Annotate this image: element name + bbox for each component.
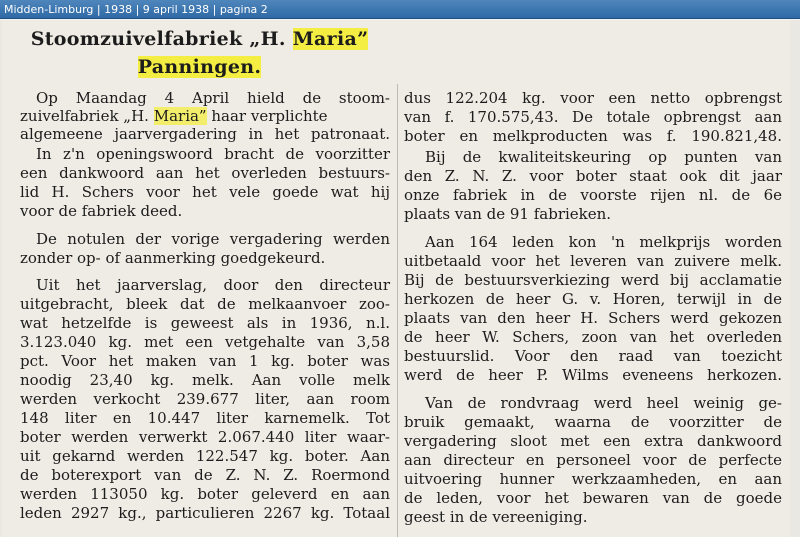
left-line-9: zonder op- of aanmerking goedgekeurd. [20,249,326,267]
right-line-1: dus 122.204 kg. voor een netto opbrengst [404,89,782,107]
left-line-8: De notulen der vorige vergadering werden [36,230,390,248]
left-line-17: 148 liter en 10.447 liter karnemelk. Tot [20,409,390,427]
left-line-7: voor de fabriek deed. [20,202,183,220]
left-line-12: wat hetzelfde is geweest als in 1936, n.l. [20,314,390,332]
headline-highlight-panningen: Panningen. [137,56,262,78]
left-line-16: werden verkocht 239.677 liter, aan room [20,390,390,408]
left-line-10: Uit het jaarverslag, door den directeur [36,276,390,294]
left-line-13: 3.123.040 kg. met een vetgehalte van 3,58 [20,333,390,351]
left-line-4: In z'n openingswoord bracht de voorzitter [36,145,390,163]
left-line-20: de boterexport van de Z. N. Z. Roermond [20,466,390,484]
search-highlight-maria: Maria” [153,107,207,125]
left-line-15: noodig 23,40 kg. melk. Aan volle melk [20,371,390,389]
right-line-7: plaats van de 91 fabrieken. [404,205,612,223]
headline-prefix: Stoomzuivelfabriek „H. [30,28,293,50]
right-line-21: de leden, voor het bewaren van de goede [404,489,782,507]
left-line-5: een dankwoord aan het overleden bestuurs- [20,164,390,182]
right-line-15: werd de heer P. Wilms eveneens herkozen. [404,366,782,384]
right-line-19: aan directeur en personeel voor de perfecte [404,451,782,469]
right-line-11: herkozen de heer G. v. Horen, terwijl in de [404,290,782,308]
left-line-2-end: haar verplichte [211,107,328,125]
left-line-11: uitgebracht, bleek dat de melkaanvoer zoo- [20,295,390,313]
headline-highlight-maria: Maria” [292,28,369,50]
right-line-18: vergadering sloot met een extra dankwoord [404,432,782,450]
right-line-6: onze fabriek in de voorste rijen nl. de 6e [404,186,782,204]
left-line-19: uit gekarnd werden 122.547 kg. boter. Aan [20,447,390,465]
left-line-6: lid H. Schers voor het vele goede wat hij [20,183,390,201]
window-title: Midden-Limburg | 1938 | 9 april 1938 | pagina 2 [4,3,268,16]
right-line-13: de heer W. Schers, zoon van het overleden [404,328,782,346]
right-line-10: Bij de bestuursverkiezing werd bij acclamatie [404,271,782,289]
right-line-4: Bij de kwaliteitskeuring op punten van [425,148,782,166]
article-headline-line-1 [2,28,397,50]
left-line-2 [20,107,390,126]
right-line-16: Van de rondvraag werd heel weinig ge- [425,394,782,412]
left-line-2-start: zuivelfabriek „H. [20,107,149,125]
column-divider [397,84,398,537]
newspaper-page [2,20,790,537]
right-line-9: uitbetaald voor het leveren van zuivere melk. [404,252,782,270]
article-headline-line-2 [2,56,397,78]
left-line-14: pct. Voor het maken van 1 kg. boter was [20,352,390,370]
right-line-8: Aan 164 leden kon 'n melkprijs worden [425,233,782,251]
window-title-bar [0,0,800,19]
left-line-18: boter werden verwerkt 2.067.440 liter waar- [20,428,390,446]
newspaper-clipping [0,20,800,537]
right-line-20: uitvoering hunner werkzaamheden, en aan [404,470,782,488]
right-line-14: bestuurslid. Voor den raad van toezicht [404,347,782,365]
left-line-22: leden 2927 kg., particulieren 2267 kg. Totaal [20,504,390,522]
left-line-1: Op Maandag 4 April hield de stoom- [36,89,390,107]
right-line-2: van f. 170.575,43. De totale opbrengst aan [404,108,782,126]
right-line-12: plaats van den heer H. Schers werd gekozen [404,309,782,327]
right-line-5: den Z. N. Z. voor boter staat ook dit jaar [404,167,782,185]
right-line-3: boter en melkproducten was f. 190.821,48. [404,127,782,145]
left-line-3: algemeene jaarvergadering in het patronaat. [20,125,390,143]
right-line-22: geest in de vereeniging. [404,508,588,526]
right-line-17: bruik gemaakt, waarna de voorzitter de [404,413,782,431]
left-line-21: werden 113050 kg. boter geleverd en aan [20,485,390,503]
